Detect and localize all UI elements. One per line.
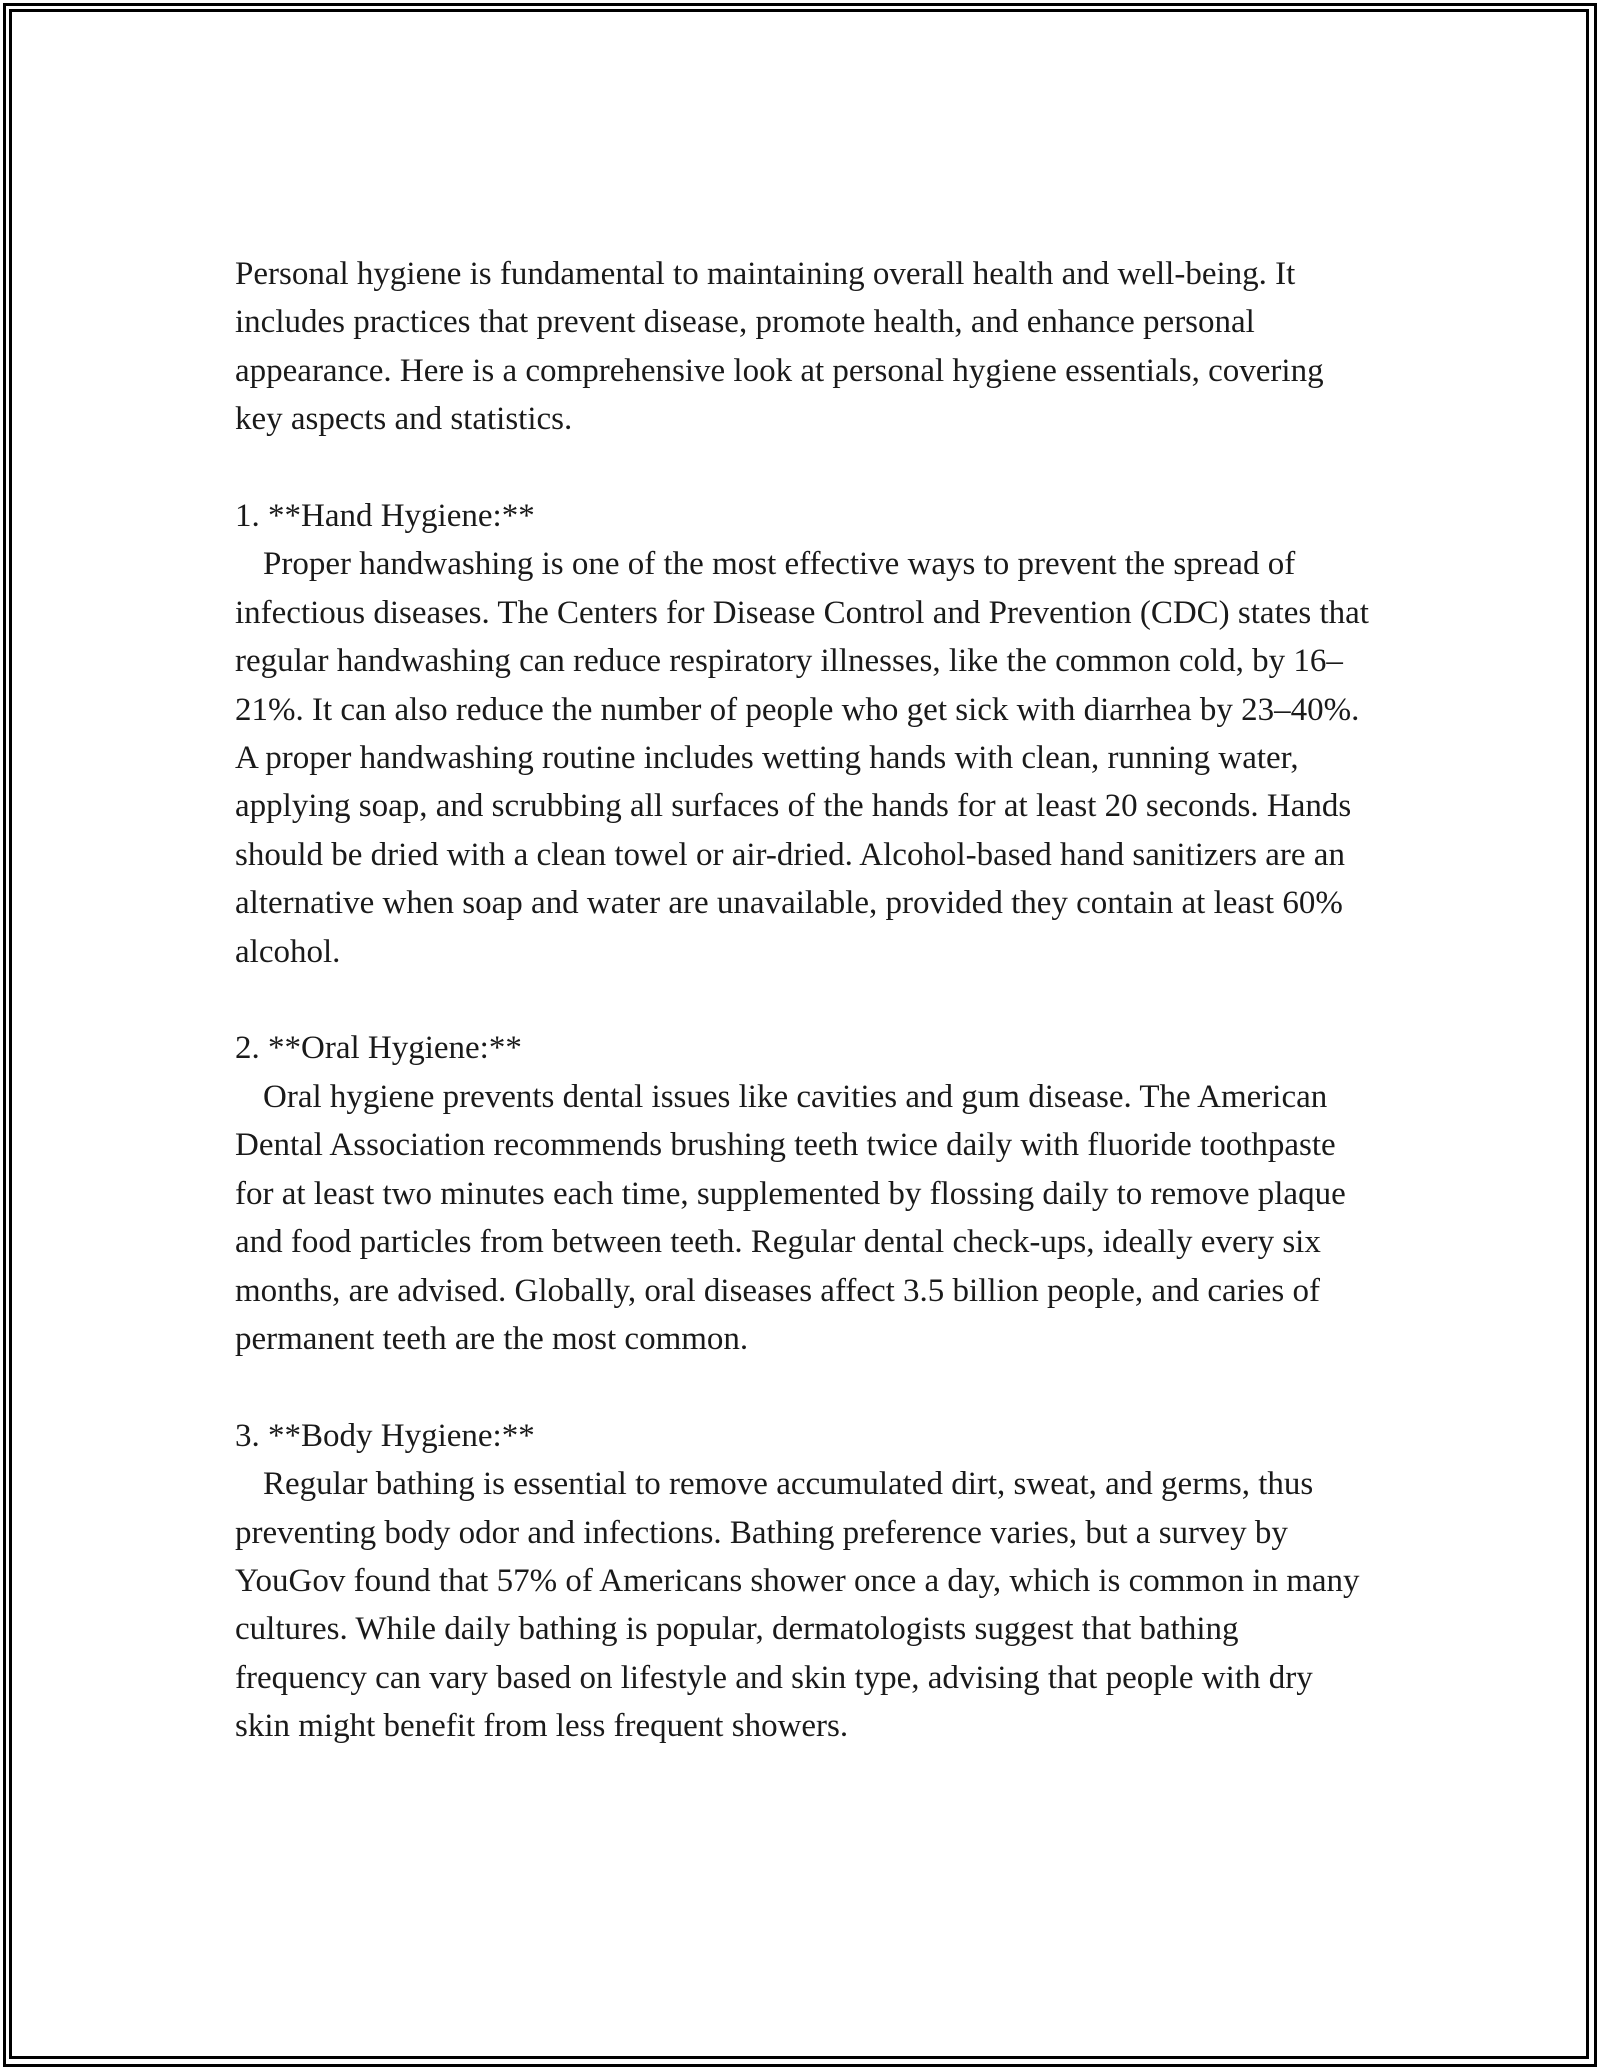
paragraph-spacer <box>235 1363 1370 1411</box>
paragraph-spacer <box>235 444 1370 492</box>
section-heading-oral-hygiene: 2. **Oral Hygiene:** <box>235 1030 522 1067</box>
document-body <box>235 250 1378 1751</box>
paragraph-spacer <box>235 976 1370 1024</box>
section-heading-hand-hygiene: 1. **Hand Hygiene:** <box>235 498 535 535</box>
oral-hygiene-text: Oral hygiene prevents dental issues like cavities and gum disease. The American Dental Association recommends brushing teeth twice daily with fluoride toothpaste for at least two minutes each time, supplemented by flossing daily to remove plaque and food particles from between teeth. Regular dental check-ups, ideally every six months, are advised. Globally, oral diseases affect 3.5 billion people, and caries of permanent teeth are the most common. <box>235 1078 1354 1357</box>
section-body-body-hygiene <box>235 1460 1370 1750</box>
section-heading-body-hygiene: 3. **Body Hygiene:** <box>235 1417 535 1454</box>
body-hygiene-text: Regular bathing is essential to remove accumulated dirt, sweat, and germs, thus preventing body odor and infections. Bathing preference varies, but a survey by YouGov found that 57% of Americans shower once a day, which is common in many cultures. While daily bathing is popular, dermatologists suggest that bathing frequency can vary based on lifestyle and skin type, advising that people with dry skin might benefit from less frequent showers. <box>235 1466 1368 1745</box>
intro-paragraph: Personal hygiene is fundamental to maintaining overall health and well-being. It includes practices that prevent disease, promote health, and enhance personal appearance. Here is a comprehensive look at personal hygiene essentials, covering key aspects and statistics. <box>235 256 1332 438</box>
section-body-oral-hygiene <box>235 1073 1370 1363</box>
hand-hygiene-text: Proper handwashing is one of the most effective ways to prevent the spread of infectious diseases. The Centers for Disease Control and Prevention (CDC) states that regular handwashing can reduce respiratory illnesses, like the common cold, by 16–21%. It can also reduce the number of people who get sick with diarrhea by 23–40%. A proper handwashing routine includes wetting hands with clean, running water, applying soap, and scrubbing all surfaces of the hands for at least 20 seconds. Hands should be dried with a clean towel or air-dried. Alcohol-based hand sanitizers are an alternative when soap and water are unavailable, provided they contain at least 60% alcohol. <box>235 546 1378 970</box>
section-body-hand-hygiene <box>235 540 1378 976</box>
